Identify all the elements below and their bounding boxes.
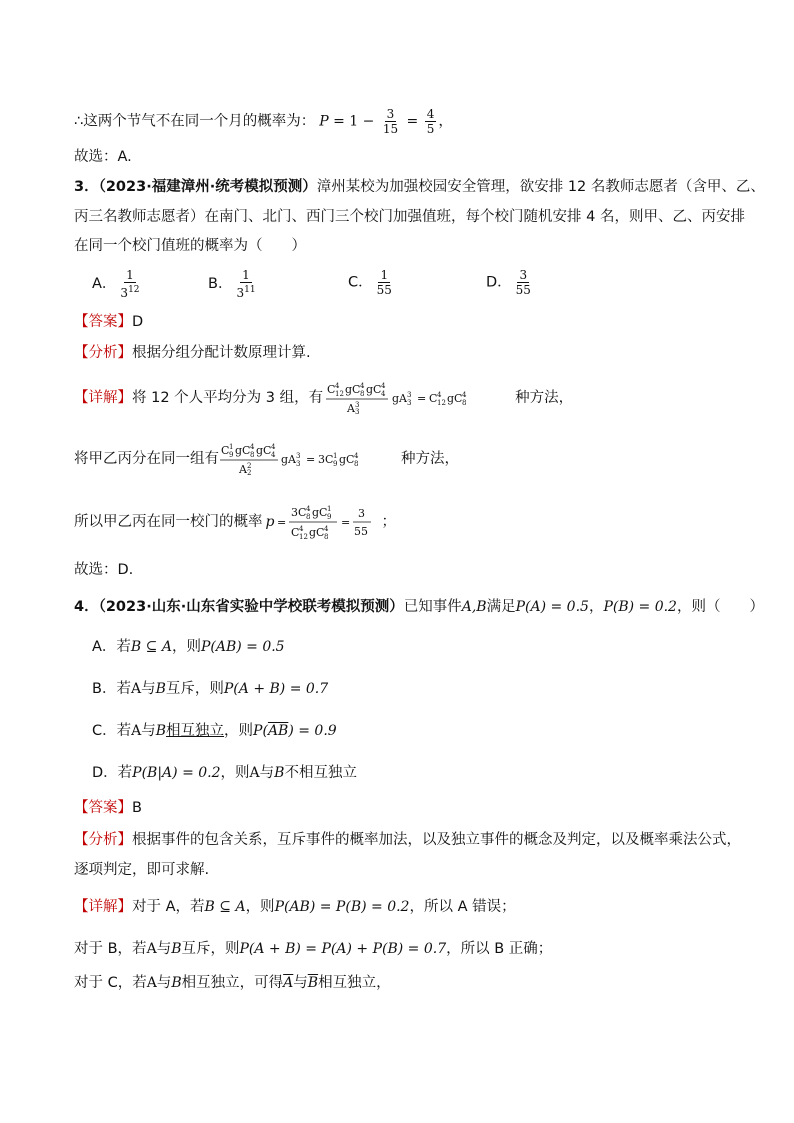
option-text: 若 xyxy=(116,639,131,655)
option-math: P(B|A) = 0.2 xyxy=(132,765,221,781)
punctuation: ， xyxy=(588,599,604,615)
detail-math: A xyxy=(146,941,157,957)
question-source: （2023·福建漳州·统考模拟预测） xyxy=(98,179,317,195)
prob-a: P(A) = 0.5 xyxy=(515,599,589,615)
option-fraction xyxy=(234,268,257,300)
svg-text:2: 2 xyxy=(247,469,252,477)
q4-detail-line2 xyxy=(74,938,734,960)
fraction-denominator xyxy=(118,283,141,300)
q3-detail-line2 xyxy=(74,441,734,477)
probability-formula xyxy=(277,503,381,541)
detail-text: 所以甲乙丙在同一校门的概率 xyxy=(74,514,263,530)
q4-option-c[interactable] xyxy=(92,720,752,742)
svg-text:1: 1 xyxy=(333,452,338,460)
option-text: 与 xyxy=(259,765,275,781)
option-math: A xyxy=(131,723,142,739)
svg-text:4: 4 xyxy=(324,525,329,533)
option-text: 相互独立 xyxy=(166,723,225,739)
detail-text: 对于 C，若 xyxy=(74,975,147,991)
analysis-text: 根据分组分配计数原理计算. xyxy=(132,345,311,361)
equation-part: = xyxy=(402,113,423,130)
detail-text: 互斥，则 xyxy=(181,941,240,957)
q3-stem-line2: 丙三名教师志愿者）在南门、北门、西门三个校门加强值班，每个校门随机安排 4 名，则甲、乙、丙安排 xyxy=(74,209,745,225)
option-text: ，则 xyxy=(194,681,224,697)
svg-text:12: 12 xyxy=(437,399,447,407)
q3-detail-line1 xyxy=(74,380,734,416)
p-variable: p xyxy=(265,514,275,530)
fraction-denominator: 15 xyxy=(382,122,399,136)
q3-option-b[interactable] xyxy=(208,268,260,300)
svg-text:9: 9 xyxy=(229,451,234,459)
detail-math-overline: $\overline{B}$ xyxy=(307,975,319,991)
den-base: 3 xyxy=(236,286,245,300)
svg-text:C: C xyxy=(454,392,463,405)
detail-text: ； xyxy=(381,514,396,530)
option-text: 与 xyxy=(141,681,156,697)
question-number: 3． xyxy=(74,179,99,195)
q3-analysis xyxy=(74,342,734,364)
detail-math: B xyxy=(171,975,182,991)
option-math: P(AB) = 0.5 xyxy=(200,639,285,655)
svg-text:C: C xyxy=(316,526,325,539)
detail-text: 对于 B，若 xyxy=(74,941,147,957)
prob-b: P(B) = 0.2 xyxy=(603,599,677,615)
svg-text:3: 3 xyxy=(355,401,360,409)
svg-text:8: 8 xyxy=(360,390,365,398)
svg-text:1: 1 xyxy=(229,443,234,451)
option-math: P(A + B) = 0.7 xyxy=(223,681,329,697)
option-fraction xyxy=(375,268,394,297)
svg-text:4: 4 xyxy=(271,443,276,451)
detail-math: B xyxy=(171,941,182,957)
fraction-numerator: 1 xyxy=(126,268,134,282)
option-text: 若 xyxy=(116,723,132,739)
svg-text:1: 1 xyxy=(327,505,332,513)
q4-detail-line1 xyxy=(74,896,734,918)
svg-text:C: C xyxy=(327,383,336,396)
svg-text:3C: 3C xyxy=(318,453,334,466)
fraction-numerator: 4 xyxy=(426,107,435,121)
answer-value: D xyxy=(132,314,144,330)
question-stem: 满足 xyxy=(486,599,516,615)
svg-text:4: 4 xyxy=(335,382,340,390)
svg-text:4: 4 xyxy=(381,390,386,398)
option-fraction xyxy=(514,268,533,297)
svg-text:C: C xyxy=(352,383,361,396)
fraction-numerator: 3 xyxy=(386,107,395,121)
question-source: （2023·山东·山东省实验中学校联考模拟预测） xyxy=(98,599,404,615)
q3-option-d[interactable] xyxy=(486,268,535,297)
detail-text: 将甲乙丙分在同一组有 xyxy=(74,451,219,467)
den-exponent: 11 xyxy=(244,285,256,295)
svg-text:C: C xyxy=(373,383,382,396)
svg-text:12: 12 xyxy=(335,390,345,398)
detail-text: 种方法， xyxy=(401,451,459,467)
detail-math: P(AB) = P(B) = 0.2 xyxy=(274,899,410,915)
q3-detail-line3 xyxy=(74,503,734,541)
detail-text: 与 xyxy=(293,975,308,991)
question-number: 4． xyxy=(74,599,99,615)
option-text: 互斥 xyxy=(165,681,195,697)
option-letter: C． xyxy=(92,723,117,739)
q3-stem-line1 xyxy=(74,176,765,198)
option-math-overline: $\overline{AB}$ xyxy=(267,723,289,739)
fraction-3-15 xyxy=(381,107,400,136)
q4-analysis-line1 xyxy=(74,829,741,851)
p-variable: P xyxy=(319,113,329,130)
svg-text:A: A xyxy=(239,463,247,476)
svg-text:8: 8 xyxy=(354,460,359,468)
question-stem: 漳州某校为加强校园安全管理，欲安排 12 名教师志愿者（含甲、乙、 xyxy=(316,179,765,195)
svg-text:4: 4 xyxy=(360,382,365,390)
svg-text:3C: 3C xyxy=(291,506,307,519)
svg-text:4: 4 xyxy=(299,525,304,533)
option-math: B xyxy=(155,723,167,739)
q4-option-b[interactable] xyxy=(92,678,752,700)
q3-final: 故选：D. xyxy=(74,562,134,578)
svg-text:C: C xyxy=(319,506,328,519)
svg-text:4: 4 xyxy=(306,505,311,513)
svg-text:3: 3 xyxy=(296,452,301,460)
svg-text:=: = xyxy=(306,453,316,466)
option-text: ，则 xyxy=(224,723,254,739)
svg-text:=: = xyxy=(341,516,351,529)
q3-option-a[interactable] xyxy=(92,268,144,300)
option-letter: D． xyxy=(486,274,512,291)
svg-text:g: g xyxy=(345,383,353,396)
svg-text:A: A xyxy=(288,453,296,466)
svg-text:3: 3 xyxy=(358,507,366,520)
svg-text:=: = xyxy=(417,392,427,405)
option-math: B ⊆ A xyxy=(130,639,172,655)
svg-text:g: g xyxy=(339,453,347,466)
option-text: ，则 xyxy=(220,765,250,781)
answer-tag: 【答案】 xyxy=(74,314,132,330)
therefore-line xyxy=(74,107,734,136)
analysis-tag: 【分析】 xyxy=(74,345,132,361)
option-math: P( xyxy=(253,723,268,739)
fraction-denominator xyxy=(234,283,257,300)
svg-text:=: = xyxy=(277,516,287,529)
detail-text: ，所以 A 错误； xyxy=(409,899,516,915)
svg-text:C: C xyxy=(429,392,438,405)
svg-text:4: 4 xyxy=(381,382,386,390)
grouping-formula xyxy=(325,380,513,416)
option-fraction xyxy=(118,268,141,300)
svg-text:C: C xyxy=(346,453,355,466)
den-exponent: 12 xyxy=(128,285,140,295)
detail-math-overline: $\overline{A}$ xyxy=(283,975,294,991)
question-stem: ，则（ ） xyxy=(676,599,764,615)
svg-text:g: g xyxy=(392,392,400,405)
svg-text:3: 3 xyxy=(296,460,301,468)
answer-tag: 【答案】 xyxy=(74,800,132,816)
fraction-denominator: 5 xyxy=(426,122,435,136)
option-math: A xyxy=(130,681,142,697)
option-letter: A． xyxy=(92,639,117,655)
detail-text: 与 xyxy=(156,941,172,957)
events-variable: A,B xyxy=(461,599,487,615)
svg-text:g: g xyxy=(366,383,374,396)
q3-answer xyxy=(74,311,734,333)
option-math: B xyxy=(155,681,166,697)
option-letter: D． xyxy=(92,765,118,781)
q4-stem xyxy=(74,596,764,618)
svg-text:4: 4 xyxy=(354,452,359,460)
question-stem: 已知事件 xyxy=(403,599,462,615)
svg-text:9: 9 xyxy=(327,513,332,521)
punctuation: ， xyxy=(438,113,453,130)
analysis-tag: 【分析】 xyxy=(74,832,132,848)
detail-text: 相互独立，可得 xyxy=(181,975,284,991)
detail-text: 相互独立， xyxy=(318,975,391,991)
q4-detail-line3 xyxy=(74,972,734,994)
intro-answer: 故选：A. xyxy=(74,149,132,165)
svg-text:g: g xyxy=(235,444,243,457)
fraction-numerator: 3 xyxy=(519,268,528,282)
option-text: ，则 xyxy=(171,639,201,655)
detail-text: 将 12 个人平均分为 3 组，有 xyxy=(132,390,324,406)
option-text: 若 xyxy=(117,765,133,781)
therefore-text: ∴这两个节气不在同一个月的概率为： xyxy=(74,113,316,130)
q4-option-d[interactable] xyxy=(92,762,752,784)
option-letter: B． xyxy=(92,681,117,697)
option-math: B xyxy=(274,765,285,781)
svg-text:3: 3 xyxy=(407,391,412,399)
analysis-text: 根据事件的包含关系，互斥事件的概率加法，以及独立事件的概念及判定，以及概率乘法公式， xyxy=(132,832,741,848)
equation-part: = 1 − xyxy=(328,113,379,130)
q4-answer xyxy=(74,797,734,819)
fraction-numerator: 1 xyxy=(242,268,250,282)
svg-text:C: C xyxy=(221,444,230,457)
svg-text:4: 4 xyxy=(462,391,467,399)
svg-text:A: A xyxy=(399,392,408,405)
svg-text:55: 55 xyxy=(354,525,369,538)
option-letter: A． xyxy=(92,276,117,292)
svg-text:4: 4 xyxy=(250,443,255,451)
fraction-denominator: 55 xyxy=(515,283,531,297)
option-text: 不相互独立 xyxy=(284,765,357,781)
q4-analysis-line2: 逐项判定，即可求解. xyxy=(74,862,210,878)
q3-option-c[interactable] xyxy=(348,268,396,297)
svg-text:A: A xyxy=(347,402,356,415)
detail-text: ，则 xyxy=(245,899,275,915)
option-letter: B． xyxy=(208,276,233,292)
svg-text:4: 4 xyxy=(271,451,276,459)
svg-text:g: g xyxy=(256,444,264,457)
svg-text:g: g xyxy=(309,526,317,539)
svg-text:8: 8 xyxy=(306,513,311,521)
svg-text:8: 8 xyxy=(250,451,255,459)
svg-text:2: 2 xyxy=(247,462,252,470)
option-text: 若 xyxy=(116,681,131,697)
svg-text:8: 8 xyxy=(324,533,329,541)
q4-option-a[interactable] xyxy=(92,636,752,658)
detail-tag: 【详解】 xyxy=(74,390,132,406)
svg-text:3: 3 xyxy=(407,399,412,407)
svg-text:C: C xyxy=(242,444,251,457)
detail-math: B ⊆ A xyxy=(204,899,246,915)
svg-text:3: 3 xyxy=(355,408,360,416)
detail-math: P(A + B) = P(A) + P(B) = 0.7 xyxy=(239,941,447,957)
svg-text:C: C xyxy=(291,526,300,539)
svg-text:9: 9 xyxy=(333,460,338,468)
detail-text: ，所以 B 正确； xyxy=(446,941,553,957)
detail-tag: 【详解】 xyxy=(74,899,132,915)
svg-text:g: g xyxy=(447,392,455,405)
q3-stem-line3: 在同一个校门值班的概率为（ ） xyxy=(74,238,306,254)
fraction-denominator: 55 xyxy=(376,283,392,297)
option-letter: C． xyxy=(348,274,373,291)
svg-text:8: 8 xyxy=(462,399,467,407)
option-math: ) = 0.9 xyxy=(288,723,337,739)
svg-text:12: 12 xyxy=(299,533,309,541)
svg-text:C: C xyxy=(263,444,272,457)
answer-value: B xyxy=(132,800,142,816)
fraction-numerator: 1 xyxy=(380,268,389,282)
detail-text: 对于 A，若 xyxy=(132,899,205,915)
svg-text:g: g xyxy=(281,453,289,466)
detail-text: 与 xyxy=(156,975,172,991)
detail-text: 种方法， xyxy=(515,390,574,406)
option-math: A xyxy=(249,765,260,781)
same-group-formula xyxy=(219,441,401,477)
den-base: 3 xyxy=(120,286,129,300)
option-text: 与 xyxy=(141,723,156,739)
detail-math: A xyxy=(146,975,157,991)
svg-text:4: 4 xyxy=(437,391,442,399)
fraction-4-5 xyxy=(425,107,437,136)
svg-text:g: g xyxy=(312,506,320,519)
